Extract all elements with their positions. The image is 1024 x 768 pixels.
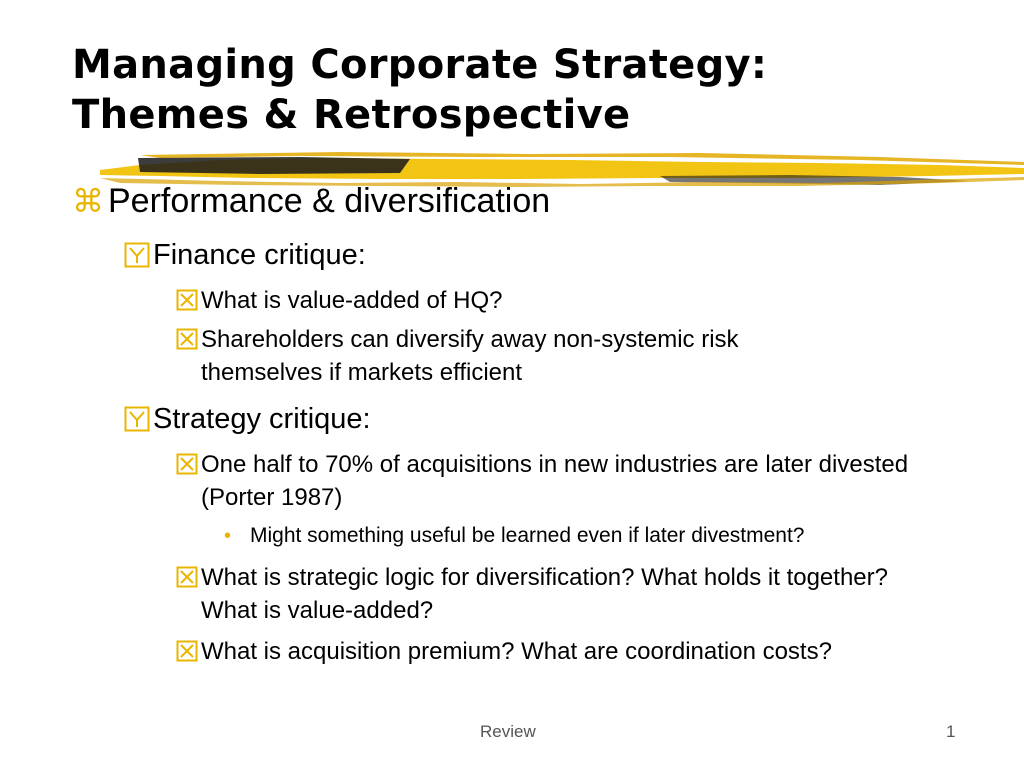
finance-critique-label: Finance critique: [153,239,366,271]
strategy-item-acquisitions: One half to 70% of acquisitions in new industries are later divested (Porter 1987) [201,451,909,511]
bullet-level3-item [176,561,966,627]
strategy-critique-label: Strategy critique: [153,403,371,435]
slide-title [72,40,972,140]
strategy-item-premium: What is acquisition premium? What are coordination costs? [201,638,832,665]
bullet-level3-item [176,323,966,389]
strategy-item-logic: What is strategic logic for diversification? What holds it together? What is value-added? [201,564,888,624]
bullet-level3-item [176,284,966,320]
y-box-icon [124,402,150,440]
heading-performance: Performance & diversification [108,182,551,220]
finance-item-hq: What is value-added of HQ? [201,287,503,314]
bullet-level1-performance [72,181,550,221]
footer-label: Review [480,722,536,741]
title-line-2: Themes & Retrospective [72,92,631,138]
bullet-level2-strategy [124,402,371,440]
bullet-dot-icon: • [224,525,232,547]
page-number: 1 [946,722,956,741]
bullet-level3-item [176,635,966,671]
x-box-icon [176,448,198,484]
x-box-icon [176,284,198,320]
x-box-icon [176,635,198,671]
x-box-icon [176,323,198,359]
x-box-icon [176,561,198,597]
command-key-icon: ⌘ [72,183,104,219]
bullet-level3-item [176,448,966,514]
title-line-1: Managing Corporate Strategy: [72,42,768,88]
bullet-level2-finance [124,238,366,276]
finance-item-shareholders: Shareholders can diversify away non-systemic risk themselves if markets efficient [201,326,739,386]
strategy-subitem-learning: Might something useful be learned even if later divestment? [250,524,805,547]
bullet-level4-item [224,521,804,551]
y-box-icon [124,238,150,276]
